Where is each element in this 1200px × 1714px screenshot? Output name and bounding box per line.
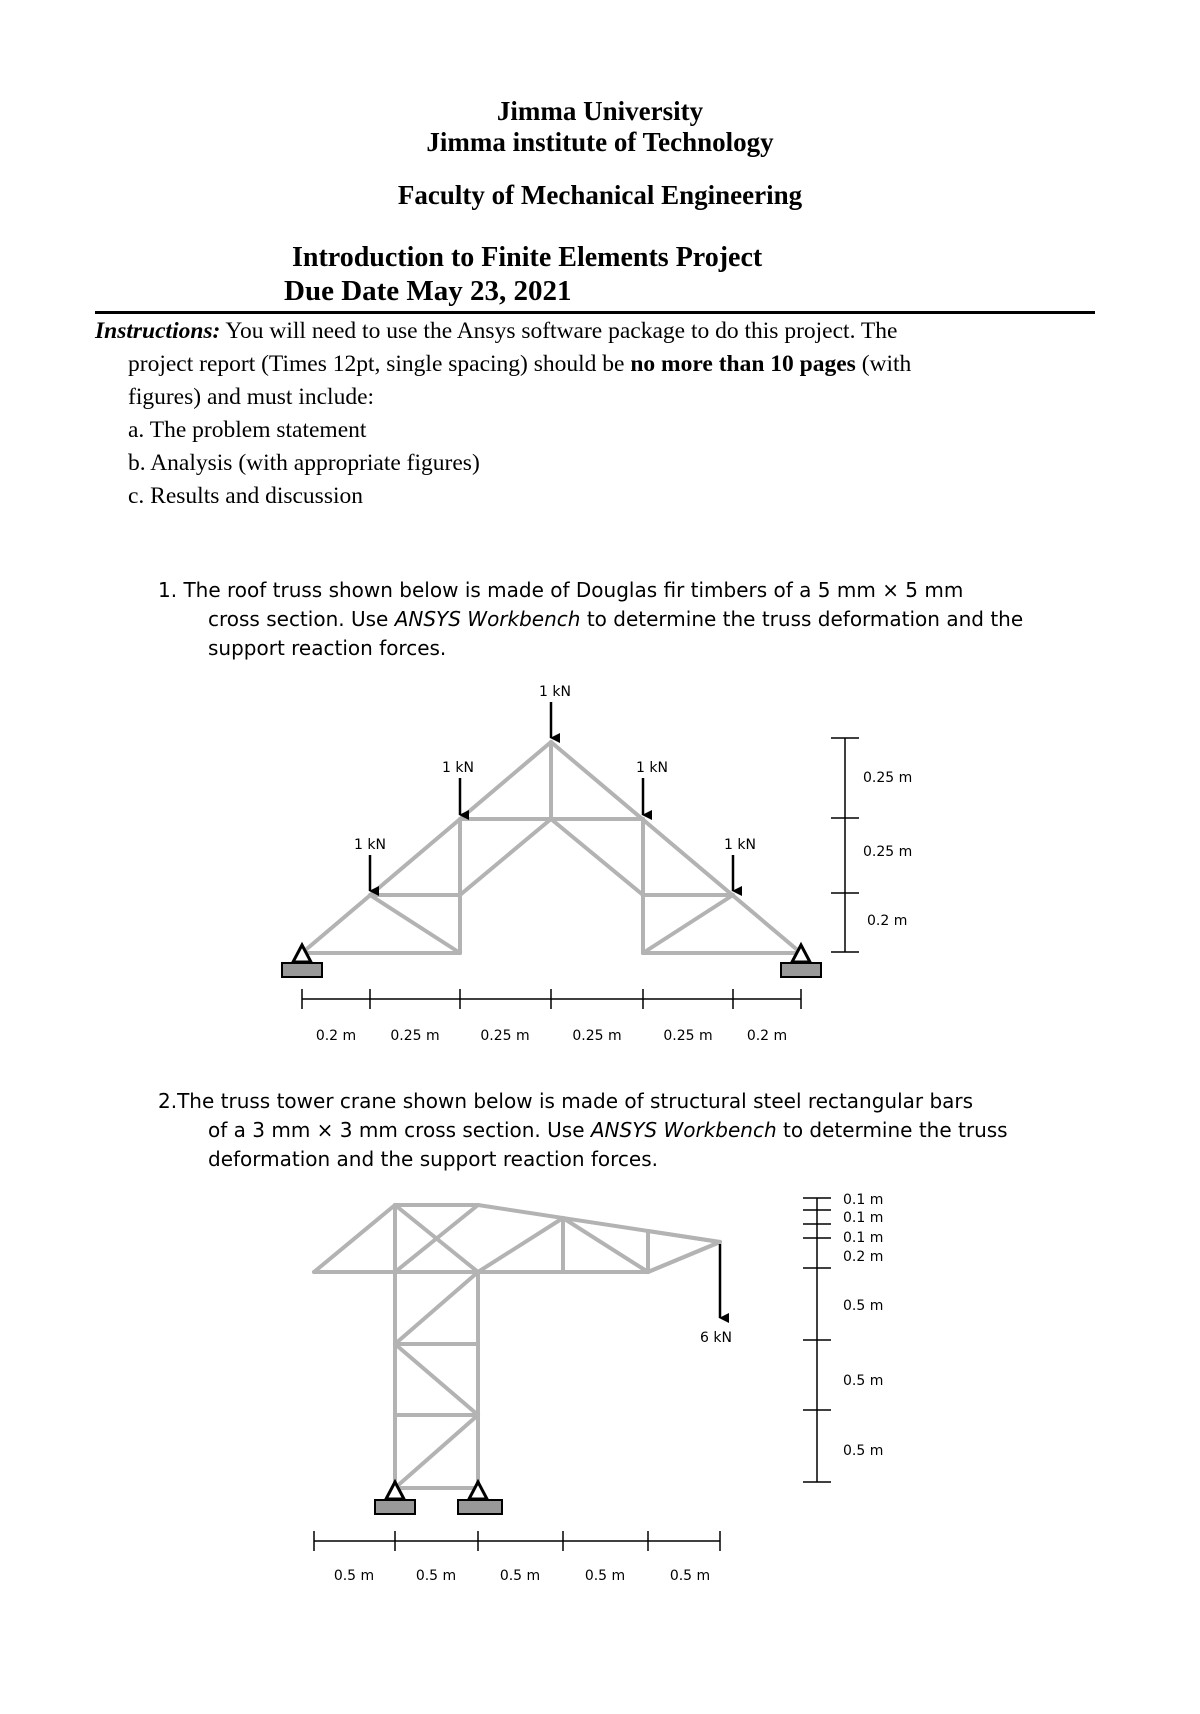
problem-2-software: ANSYS Workbench	[590, 1118, 777, 1142]
load-label-lower-right: 1 kN	[724, 837, 756, 853]
problem-1-software: ANSYS Workbench	[394, 607, 581, 631]
problem-1-line-3: support reaction forces.	[208, 636, 447, 660]
roof-vertical-dimension	[831, 738, 859, 952]
crane-dim-v-4: 0.2 m	[843, 1249, 884, 1265]
instructions-line-3: figures) and must include:	[128, 384, 375, 410]
instructions-item-b: b. Analysis (with appropriate figures)	[128, 450, 480, 476]
instructions-text-1: You will need to use the Ansys software package to do this project. The	[220, 318, 898, 344]
roof-truss-figure	[282, 684, 912, 1044]
crane-dim-v-1: 0.1 m	[843, 1192, 884, 1208]
load-label-upper-right: 1 kN	[636, 760, 668, 776]
roof-dim-h-1: 0.2 m	[315, 1028, 357, 1044]
roof-dim-h-4: 0.25 m	[572, 1028, 622, 1044]
problem-2-line-2: of a 3 mm × 3 mm cross section. Use ANSYS Workbench to determine the truss	[208, 1118, 1008, 1142]
roof-dim-v-1: 0.25 m	[863, 770, 913, 786]
instructions-page-limit: no more than 10 pages	[630, 351, 856, 377]
crane-dim-v-7: 0.5 m	[843, 1443, 884, 1459]
roof-dim-h-5: 0.25 m	[663, 1028, 713, 1044]
crane-dim-v-3: 0.1 m	[843, 1230, 884, 1246]
crane-load-label: 6 kN	[700, 1330, 732, 1346]
crane-dim-h-4: 0.5 m	[584, 1568, 626, 1584]
crane-horizontal-dimension	[314, 1531, 720, 1551]
crane-dim-v-6: 0.5 m	[843, 1373, 884, 1389]
problem-2-line-3: deformation and the support reaction forces.	[208, 1147, 659, 1171]
problem-2-line-1: 2.The truss tower crane shown below is made of structural steel rectangular bars	[158, 1089, 974, 1113]
crane-dim-v-2: 0.1 m	[843, 1210, 884, 1226]
roof-support-right	[781, 945, 821, 977]
roof-support-left	[282, 945, 322, 977]
crane-dim-v-5: 0.5 m	[843, 1298, 884, 1314]
university-name: Jimma University	[496, 96, 704, 126]
problem-1-line-2: cross section. Use ANSYS Workbench to determine the truss deformation and the	[208, 607, 1024, 631]
instructions-text-2a: project report (Times 12pt, single spacing) should be	[128, 351, 631, 377]
load-label-lower-left: 1 kN	[354, 837, 386, 853]
load-label-upper-left: 1 kN	[442, 760, 474, 776]
crane-dim-h-1: 0.5 m	[333, 1568, 375, 1584]
instructions-item-a: a. The problem statement	[128, 417, 367, 443]
instructions-text-2c: (with	[855, 351, 912, 377]
roof-dim-v-2: 0.25 m	[863, 844, 913, 860]
problem-1-line-1: 1. The roof truss shown below is made of Douglas fir timbers of a 5 mm × 5 mm	[158, 578, 964, 602]
roof-dim-h-3: 0.25 m	[480, 1028, 530, 1044]
roof-dim-h-6: 0.2 m	[746, 1028, 788, 1044]
institute-name: Jimma institute of Technology	[426, 127, 774, 157]
faculty-name: Faculty of Mechanical Engineering	[397, 180, 803, 210]
tower-crane-members	[314, 1205, 720, 1488]
project-title: Introduction to Finite Elements Project	[292, 242, 763, 273]
due-date: Due Date May 23, 2021	[284, 275, 572, 307]
roof-dim-v-3: 0.2 m	[867, 913, 908, 929]
crane-dim-h-3: 0.5 m	[499, 1568, 541, 1584]
crane-vertical-dimension	[803, 1198, 831, 1482]
instructions-label: Instructions:	[95, 318, 221, 344]
crane-dim-h-5: 0.5 m	[669, 1568, 711, 1584]
tower-crane-figure	[314, 1192, 883, 1584]
roof-dim-h-2: 0.25 m	[390, 1028, 440, 1044]
instructions-item-c: c. Results and discussion	[128, 483, 363, 509]
load-label-apex: 1 kN	[539, 684, 571, 700]
crane-dim-h-2: 0.5 m	[415, 1568, 457, 1584]
roof-horizontal-dimension	[302, 989, 801, 1009]
